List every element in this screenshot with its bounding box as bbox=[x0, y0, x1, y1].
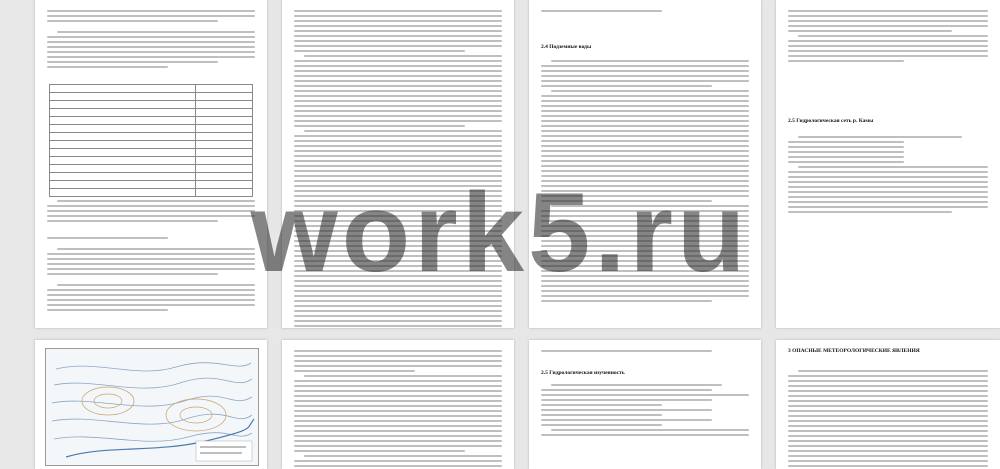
document-page-6 bbox=[282, 340, 514, 469]
document-page-1 bbox=[35, 0, 267, 328]
document-page-8 bbox=[776, 340, 1000, 469]
text-block bbox=[47, 200, 255, 314]
text-block bbox=[788, 370, 988, 469]
document-page-5 bbox=[35, 340, 267, 469]
data-table bbox=[49, 84, 253, 197]
document-page-4 bbox=[776, 0, 1000, 328]
text-block bbox=[788, 10, 988, 65]
document-page-3 bbox=[529, 0, 761, 328]
section-heading: 2.4 Подземные воды bbox=[541, 44, 592, 50]
section-heading: 2.5 Гидрологическая сеть р. Камы bbox=[788, 118, 874, 124]
text-block bbox=[47, 10, 255, 71]
document-page-7 bbox=[529, 340, 761, 469]
text-block bbox=[294, 10, 502, 328]
text-block bbox=[541, 384, 749, 439]
text-block bbox=[294, 350, 502, 469]
text-block bbox=[541, 60, 749, 305]
contour-map-graphic bbox=[46, 349, 258, 465]
text-block bbox=[541, 350, 749, 355]
text-block bbox=[788, 136, 988, 216]
section-heading: 2.5 Гидрологическая изученность bbox=[541, 370, 625, 376]
chapter-heading: 3 ОПАСНЫЕ МЕТЕОРОЛОГИЧЕСКИЕ ЯВЛЕНИЯ bbox=[788, 348, 920, 354]
contour-map-figure bbox=[45, 348, 259, 466]
watermark: work5.ru bbox=[250, 170, 750, 295]
document-page-2 bbox=[282, 0, 514, 328]
text-block bbox=[541, 10, 749, 15]
